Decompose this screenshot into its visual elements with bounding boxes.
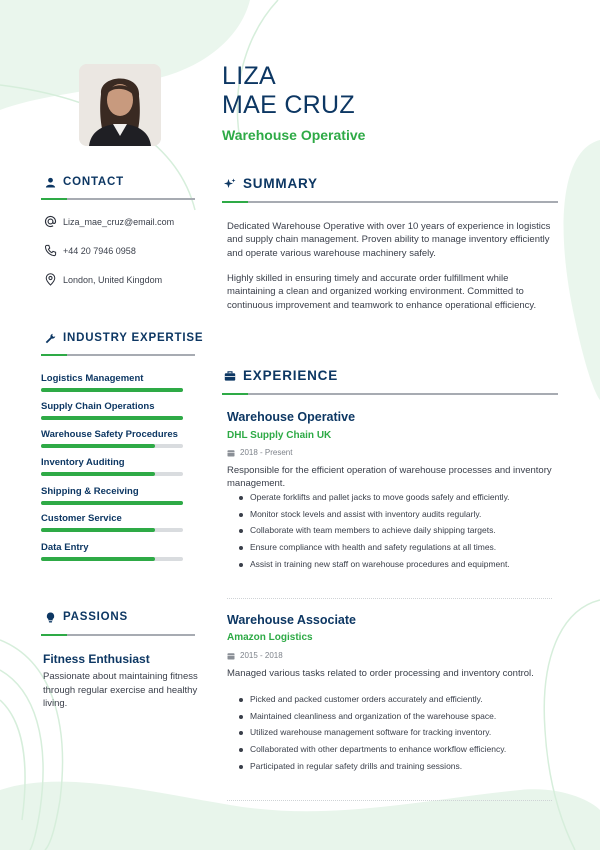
summary-rule	[222, 201, 558, 203]
contact-phone-row[interactable]	[44, 244, 136, 257]
contact-email[interactable]: Liza_mae_cruz@email.com	[63, 216, 175, 227]
calendar-icon	[227, 449, 235, 457]
skill-bar	[41, 388, 183, 392]
at-sign-icon	[44, 215, 57, 228]
contact-phone[interactable]: +44 20 7946 0958	[63, 245, 136, 256]
job-dates	[227, 448, 292, 457]
contact-location: London, United Kingdom	[63, 274, 163, 285]
job-bullet: Participated in regular safety drills and training sessions.	[238, 761, 548, 772]
contact-email-row[interactable]	[44, 215, 174, 228]
passions-heading	[45, 611, 128, 623]
skill-label: Supply Chain Operations	[41, 401, 155, 412]
skill-label: Shipping & Receiving	[41, 486, 139, 497]
skill-bar-fill	[41, 501, 183, 505]
contact-location-row	[44, 273, 162, 286]
experience-heading	[224, 368, 338, 383]
skill-bar	[41, 416, 183, 420]
job-bullet: Maintained cleanliness and organization of the warehouse space.	[238, 711, 548, 722]
skill-item	[41, 429, 183, 448]
job-bullet: Assist in training new staff on warehouse procedures and equipment.	[238, 559, 548, 570]
skill-item	[41, 373, 183, 392]
job-bullet: Monitor stock levels and assist with inventory audits regularly.	[238, 509, 548, 520]
job-bullet: Collaborate with team members to achieve daily shipping targets.	[238, 525, 548, 536]
phone-icon	[44, 244, 57, 257]
skill-bar	[41, 472, 183, 476]
contact-rule	[41, 198, 195, 200]
job-company: Amazon Logistics	[227, 632, 313, 643]
skill-item	[41, 513, 183, 532]
passion-description: Passionate about maintaining fitness through regular exercise and healthy living.	[43, 671, 198, 709]
location-pin-icon	[44, 273, 57, 286]
job-description: Responsible for the efficient operation of warehouse processes and inventory management.	[227, 465, 552, 489]
job-divider	[227, 598, 552, 599]
expertise-rule	[41, 354, 195, 356]
contact-heading-label: CONTACT	[63, 176, 124, 188]
sparkle-icon	[224, 178, 236, 190]
skill-bar-fill	[41, 444, 155, 448]
lightbulb-icon	[45, 612, 56, 623]
job-bullet: Picked and packed customer orders accurately and efficiently.	[238, 694, 548, 705]
skill-bar-fill	[41, 472, 155, 476]
skill-bar	[41, 557, 183, 561]
experience-heading-label: EXPERIENCE	[243, 368, 339, 383]
job-bullets	[238, 694, 548, 777]
name-first: LIZA	[222, 62, 276, 90]
name-last: MAE CRUZ	[222, 91, 355, 119]
summary-heading-label: SUMMARY	[243, 176, 318, 191]
summary-paragraph-2: Highly skilled in ensuring timely and accurate order fulfillment while maintaining a clean and organized working environment. Committed to continuous improvement and teamwork to enhance operational efficiency.	[227, 273, 537, 311]
candidate-role: Warehouse Operative	[222, 127, 366, 143]
job-dates-text: 2018 - Present	[240, 448, 293, 457]
passions-rule	[41, 634, 195, 636]
job-bullet: Operate forklifts and pallet jacks to move goods safely and efficiently.	[238, 492, 548, 503]
skill-bar-fill	[41, 388, 183, 392]
job-bullet: Collaborated with other departments to enhance workflow efficiency.	[238, 744, 548, 755]
skill-label: Inventory Auditing	[41, 457, 125, 468]
calendar-icon	[227, 652, 235, 660]
expertise-heading	[45, 332, 203, 344]
experience-rule	[222, 393, 558, 395]
skill-bar	[41, 501, 183, 505]
skill-bar	[41, 444, 183, 448]
summary-heading	[224, 176, 318, 191]
job-description: Managed various tasks related to order processing and inventory control.	[227, 668, 534, 679]
candidate-name	[222, 62, 355, 120]
skill-item	[41, 542, 183, 561]
wrench-icon	[45, 333, 56, 344]
skill-bar	[41, 528, 183, 532]
skill-item	[41, 486, 183, 505]
job-dates	[227, 651, 283, 660]
skill-label: Data Entry	[41, 542, 89, 553]
passions-heading-label: PASSIONS	[63, 611, 128, 623]
summary-paragraph-1: Dedicated Warehouse Operative with over 10 years of experience in logistics and supply chain management. Proven ability to manage inventory efficiently and operate various warehouse machinery safely.	[227, 221, 551, 259]
person-icon	[45, 177, 56, 188]
skill-label: Warehouse Safety Procedures	[41, 429, 178, 440]
job-bullets	[238, 492, 548, 575]
job-divider	[227, 800, 552, 801]
skill-label: Logistics Management	[41, 373, 144, 384]
expertise-heading-label: INDUSTRY EXPERTISE	[63, 332, 204, 344]
skill-item	[41, 457, 183, 476]
skill-label: Customer Service	[41, 513, 122, 524]
contact-heading	[45, 176, 124, 188]
job-company: DHL Supply Chain UK	[227, 430, 332, 441]
skill-bar-fill	[41, 528, 155, 532]
skill-item	[41, 401, 183, 420]
job-dates-text: 2015 - 2018	[240, 651, 283, 660]
job-bullet: Utilized warehouse management software for tracking inventory.	[238, 727, 548, 738]
job-title: Warehouse Associate	[227, 613, 356, 627]
skill-bar-fill	[41, 416, 183, 420]
briefcase-icon	[224, 370, 236, 382]
job-bullet: Ensure compliance with health and safety regulations at all times.	[238, 542, 548, 553]
skill-bar-fill	[41, 557, 155, 561]
job-title: Warehouse Operative	[227, 410, 356, 424]
passion-title: Fitness Enthusiast	[43, 652, 150, 666]
profile-photo	[79, 64, 161, 146]
